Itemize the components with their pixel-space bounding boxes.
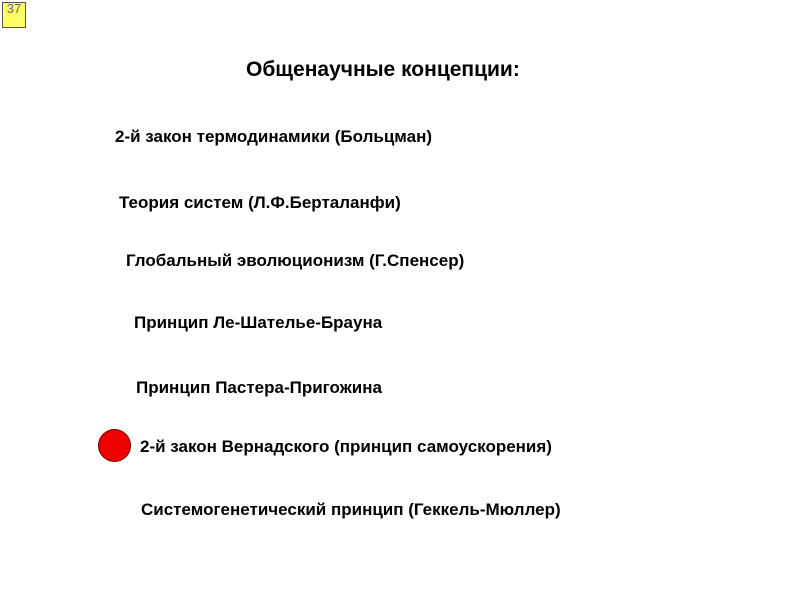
concept-item-vernadsky: 2-й закон Вернадского (принцип самоускорения) (140, 437, 552, 456)
concept-item-systemogenetic: Системогенетический принцип (Геккель-Мюллер) (141, 500, 561, 519)
slide-number-badge: 37 (2, 2, 26, 28)
concept-item-le-chatelier: Принцип Ле-Шателье-Брауна (134, 313, 383, 332)
concept-item-thermodynamics: 2-й закон термодинамики (Больцман) (115, 127, 433, 146)
concept-item-systems-theory: Теория систем (Л.Ф.Берталанфи) (119, 193, 401, 212)
concept-item-pasteur-prigogine: Принцип Пастера-Пригожина (136, 378, 382, 397)
red-circle-marker (98, 429, 131, 462)
slide-title: Общенаучные концепции: (246, 58, 520, 81)
concept-item-global-evolutionism: Глобальный эволюционизм (Г.Спенсер) (126, 251, 465, 270)
